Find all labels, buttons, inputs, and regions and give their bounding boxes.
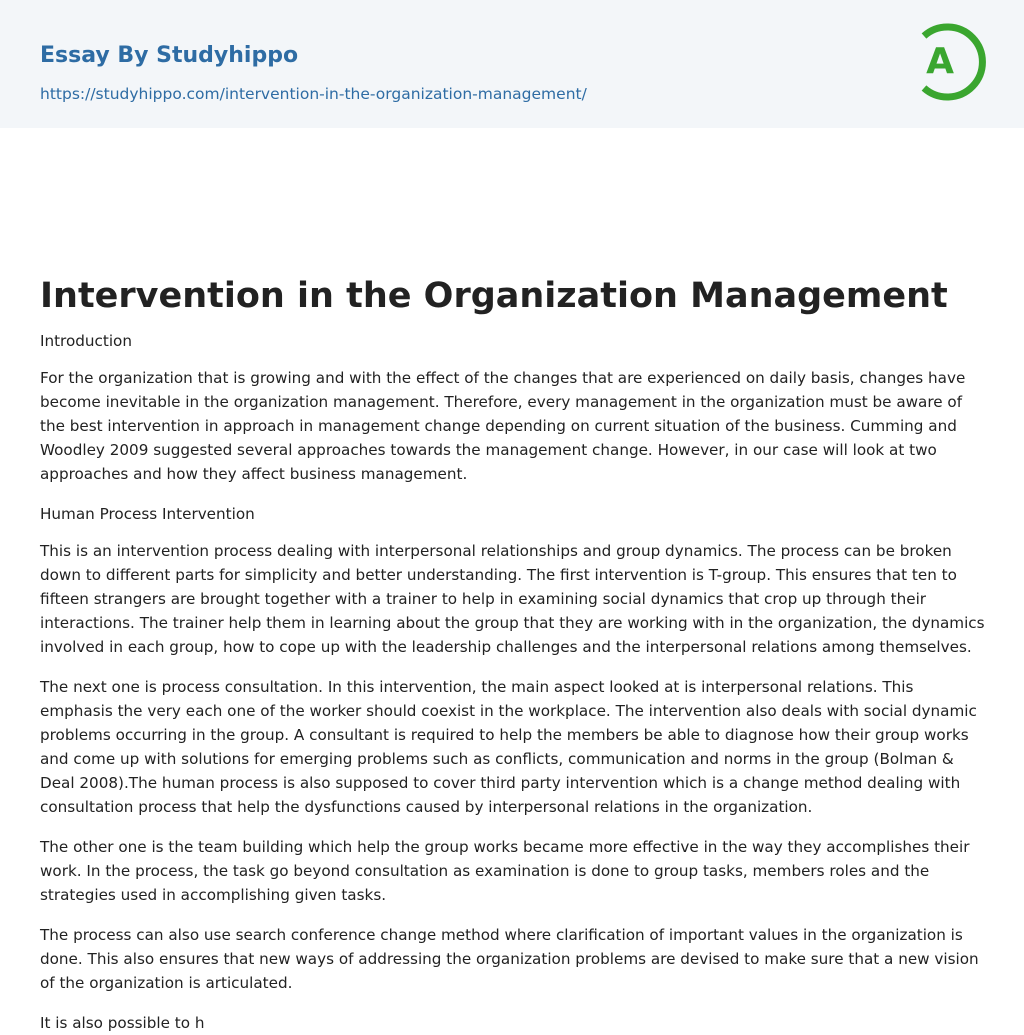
logo-icon[interactable]: [910, 18, 988, 106]
paragraph-introduction: For the organization that is growing and with the effect of the changes that are experienced on daily basis, changes have become inevitable in the organization management. Therefore, every management in the organization must be aware of the best intervention in approach in management change depending on current situation of the business. Cumming and Woodley 2009 suggested several approaches towards the management change. However, in our case will look at two approaches and how they affect business management.: [40, 369, 966, 483]
section-heading-human-process: Human Process Intervention: [40, 505, 255, 523]
page-title: Intervention in the Organization Management: [40, 276, 948, 316]
logo-letter: A: [926, 41, 954, 82]
paragraph-t-group: This is an intervention process dealing with interpersonal relationships and group dynamics. The process can be broken down to different parts for simplicity and better understanding. The first intervention is T-group. This ensures that ten to fifteen strangers are brought together with a trainer to help in examining social dynamics that crop up through their interactions. The trainer help them in learning about the group that they are working with in the organization, the dynamics involved in each group, how to cope up with the leadership challenges and the interpersonal relations among themselves.: [40, 542, 985, 656]
source-url-link[interactable]: https://studyhippo.com/intervention-in-the-organization-management/: [40, 85, 587, 103]
site-header: [0, 0, 1024, 128]
paragraph-search-conference: The process can also use search conference change method where clarification of important values in the organization is done. This also ensures that new ways of addressing the organization problems are devised to make sure that a new vision of the organization is articulated.: [40, 926, 979, 992]
paragraph-truncated: It is also possible to h: [40, 1014, 205, 1032]
paragraph-team-building: The other one is the team building which help the group works became more effective in the way they accomplishes their work. In the process, the task go beyond consultation as examination is done to group tasks, members roles and the strategies used in accomplishing given tasks.: [40, 838, 970, 904]
brand-title[interactable]: Essay By Studyhippo: [40, 43, 299, 68]
article-body: [0, 128, 1024, 1035]
paragraph-process-consultation: The next one is process consultation. In this intervention, the main aspect looked at is interpersonal relations. This emphasis the very each one of the worker should coexist in the workplace. The intervention also deals with social dynamic problems occurring in the group. A consultant is required to help the members be able to diagnose how their group works and come up with solutions for emerging problems such as conflicts, communication and norms in the group (Bolman & Deal 2008).The human process is also supposed to cover third party intervention which is a change method dealing with consultation process that help the dysfunctions caused by interpersonal relations in the organization.: [40, 678, 977, 816]
section-heading-introduction: Introduction: [40, 332, 132, 350]
